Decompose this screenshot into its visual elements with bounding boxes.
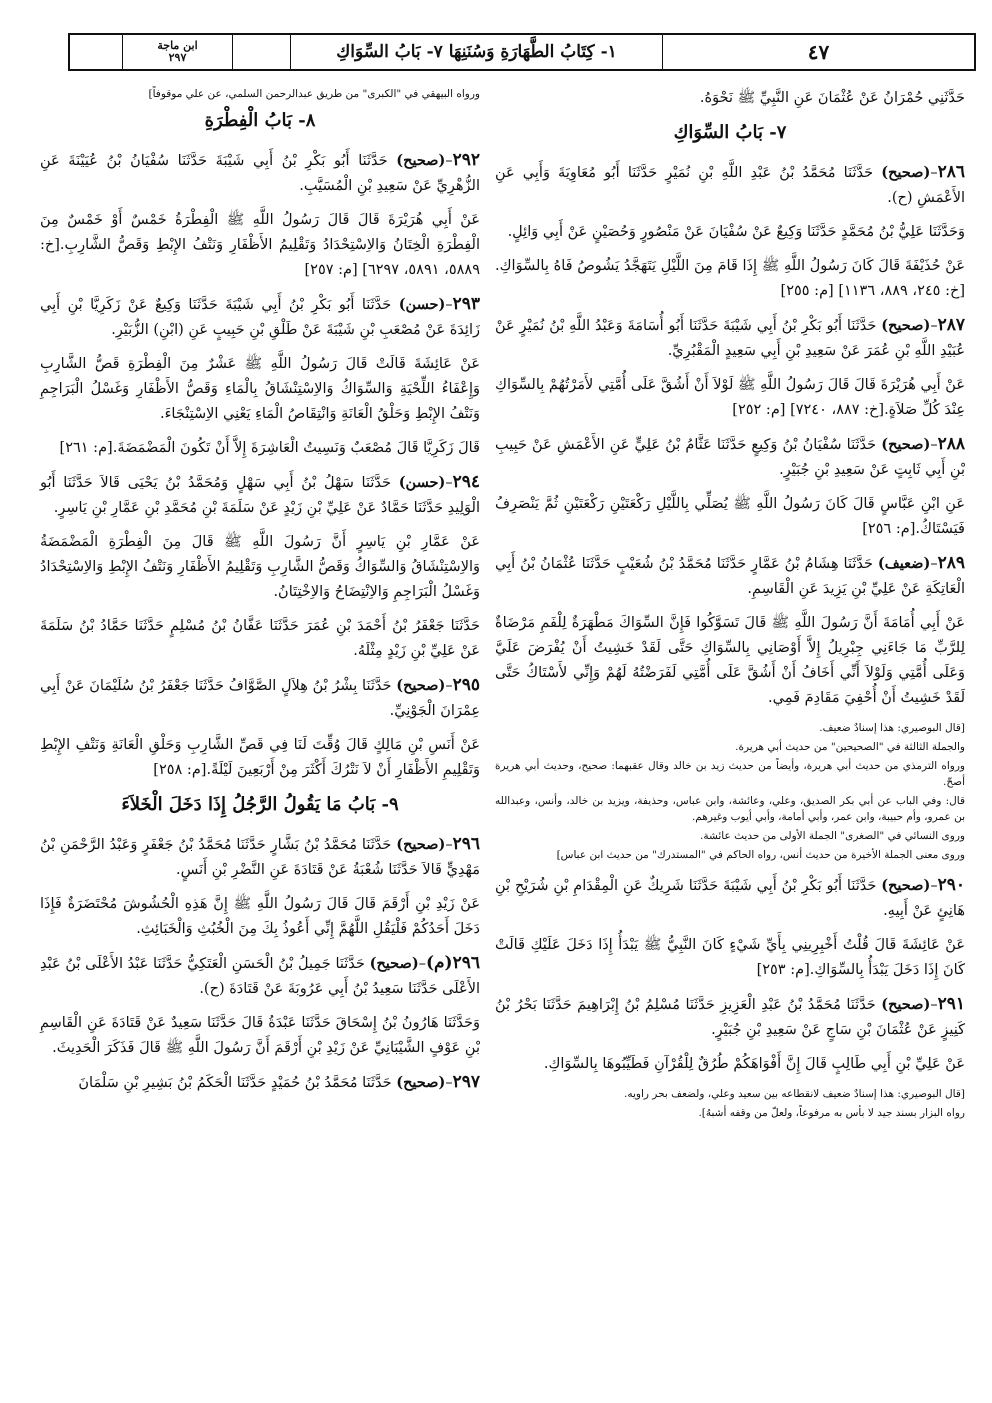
page-header — [68, 33, 976, 71]
hadith-number: ٢٩٤ — [452, 472, 481, 492]
hadith-number: ٢٩٦(م) — [425, 953, 480, 973]
hadith-291: ٢٩١–(صحيح) حَدَّثَنَا مُحَمَّدُ بْنُ عَبْدِ الْعَزِيزِ حَدَّثَنَا مُسْلِمُ بْنُ إِبْرَاهِيمَ حَدَّثَنَا بَحْرُ بْنُ كَنِيزٍ عَنْ عُثْمَانَ بْنِ سَاجٍ عَنْ سَعِيدِ بْنِ جُبَيْرٍ. — [495, 994, 965, 1038]
matn: عَنْ أَنَسِ بْنِ مَالِكٍ قَالَ وُقِّتَ لَنَا فِي قَصِّ الشَّارِبِ وَحَلْقِ الْعَانَةِ وَنَتْفِ الإِبْطِ وَتَقْلِيمِ الأَظْفَارِ أَنْ لاَ نَتْرُكَ أَكْثَرَ مِنْ أَرْبَعِينَ لَيْلَةً.[م: ٢٥٨] — [40, 737, 480, 778]
matn: عَنْ أَبِي هُرَيْرَةَ قَالَ قَالَ رَسُولُ اللَّهِ ﷺ الْفِطْرَةُ خَمْسٌ أَوْ خَمْسٌ مِنَ الْفِطْرَةِ الْخِتَانُ وَالاِسْتِحْدَادُ وَتَقْلِيمُ الأَظْفَارِ وَنَتْفُ الإِبْطِ وَقَصُّ الشَّارِبِ.[خ: ٥٨٨٩، ٥٨٩١، ٦٢٩٧] [م: ٢٥٧] — [40, 212, 480, 278]
hadith-296: ٢٩٦–(صحيح) حَدَّثَنَا مُحَمَّدُ بْنُ بَشَّارٍ حَدَّثَنَا مُحَمَّدُ بْنُ جَعْفَرٍ وَعَبْدُ الرَّحْمَنِ بْنُ مَهْدِيٍّ قَالاَ حَدَّثَنَا شُعْبَةُ عَنْ قَتَادَةَ عَنِ النَّضْرِ بْنِ أَنَسٍ. — [40, 834, 480, 878]
matn: عَنْ عَائِشَةَ قَالَ قُلْتُ أَخْبِرِينِي بِأَيِّ شَيْءٍ كَانَ النَّبِيُّ ﷺ يَبْدَأُ إِذَا دَخَلَ عَلَيْكِ قَالَتْ كَانَ إِذَا دَخَلَ يَبْدَأُ بِالسِّوَاكِ.[م: ٢٥٣] — [495, 937, 965, 978]
footnote: ورواه الترمذي من حديث أبي هريرة، وأيضاً من حديث زيد بن خالد وقال عقبهما: صحيح، وحديث أبي هريرة أصحّ. — [495, 760, 965, 788]
source-name: ابن ماجة — [157, 39, 198, 52]
header-empty-cell — [70, 35, 122, 69]
grade: (صحيح) — [396, 1074, 446, 1091]
hadith-289: ٢٨٩–(ضعيف) حَدَّثَنَا هِشَامُ بْنُ عَمَّارٍ حَدَّثَنَا مُحَمَّدُ بْنُ شُعَيْبٍ حَدَّثَنَا عُثْمَانُ بْنُ أَبِي الْعَاتِكَةِ عَنْ عَلِيِّ بْنِ يَزِيدَ عَنِ الْقَاسِمِ. — [495, 553, 965, 597]
matn: عَنِ ابْنِ عَبَّاسٍ قَالَ كَانَ رَسُولُ اللَّهِ ﷺ يُصَلِّي بِاللَّيْلِ رَكْعَتَيْنِ رَكْعَتَيْنِ ثُمَّ يَنْصَرِفُ فَيَسْتَاكُ.[م: ٢٥٦] — [495, 496, 965, 537]
grade: (ضعيف) — [877, 555, 931, 572]
isnad: حَدَّثَنَا مُحَمَّدُ بْنُ حُمَيْدٍ حَدَّثَنَا الْحَكَمُ بْنُ بَشِيرِ بْنِ سَلْمَانَ — [78, 1075, 392, 1091]
source-number: ٢٩٧ — [168, 51, 187, 64]
grade: (صحيح) — [881, 877, 931, 894]
isnad-2: وَحَدَّثَنَا عَلِيُّ بْنُ مُحَمَّدٍ حَدَّثَنَا وَكِيعٌ عَنْ سُفْيَانَ عَنْ مَنْصُورٍ وَحُصَيْنٍ عَنْ أَبِي وَائِلٍ. — [507, 224, 965, 240]
isnad-2: وَحَدَّثَنَا هَارُونُ بْنُ إِسْحَاقَ حَدَّثَنَا عَبْدَةُ قَالَ حَدَّثَنَا سَعِيدٌ عَنْ قَتَادَةَ عَنِ الْقَاسِمِ بْنِ عَوْفٍ الشَّيْبَانِيِّ عَنْ زَيْدِ بْنِ أَرْقَمَ أَنَّ رَسُولَ اللَّهِ ﷺ قَالَ فَذَكَرَ الْحَدِيثَ. — [40, 1015, 480, 1056]
footnote: [قال البوصيري: هذا إسنادٌ ضعيف. — [819, 722, 965, 734]
isnad: حَدَّثَنَا مُحَمَّدُ بْنُ عَبْدِ اللَّهِ بْنِ نُمَيْرٍ حَدَّثَنَا أَبُو مُعَاوِيَةَ وَأَبِي عَنِ الأَعْمَشِ (ح). — [495, 165, 965, 206]
grade: (صحيح) — [369, 955, 419, 972]
hadith-number: ٢٩٦ — [452, 834, 480, 854]
hadith-number: ٢٨٦ — [937, 162, 965, 182]
matn: عَنْ عَلِيِّ بْنِ أَبِي طَالِبٍ قَالَ إِنَّ أَفْوَاهَكُمْ طُرُقٌ لِلْقُرْآنِ فَطَيِّبُوهَا بِالسِّوَاكِ. — [543, 1056, 965, 1072]
hadith-293: ٢٩٣–(حسن) حَدَّثَنَا أَبُو بَكْرِ بْنُ أَبِي شَيْبَةَ حَدَّثَنَا وَكِيعٌ عَنْ زَكَرِيَّا بْنِ أَبِي زَائِدَةَ عَنْ مُصْعَبِ بْنِ شَيْبَةَ عَنْ طَلْقِ بْنِ حَبِيبٍ عَنِ (ابْنِ) الزُّبَيْرِ. — [40, 294, 481, 338]
grade: (صحيح) — [881, 436, 931, 453]
footnote: وروى النسائي في "الصغرى" الجملة الأولى من حديث عائشة. — [700, 830, 965, 842]
intro-line: حَدَّثَنِي حُمْرَانُ عَنْ عُثْمَانَ عَنِ النَّبِيِّ ﷺ نَحْوَهُ. — [699, 90, 965, 106]
isnad: حَدَّثَنَا أَبُو بَكْرِ بْنُ أَبِي شَيْبَةَ حَدَّثَنَا أَبُو أُسَامَةَ وَعَبْدُ اللَّهِ بْنُ نُمَيْرٍ عَنْ عُبَيْدِ اللَّهِ بْنِ عُمَرَ عَنْ سَعِيدِ بْنِ أَبِي سَعِيدٍ الْمَقْبُرِيِّ. — [495, 318, 965, 359]
hadith-287: ٢٨٧–(صحيح) حَدَّثَنَا أَبُو بَكْرِ بْنُ أَبِي شَيْبَةَ حَدَّثَنَا أَبُو أُسَامَةَ وَعَبْدُ اللَّهِ بْنُ نُمَيْرٍ عَنْ عُبَيْدِ اللَّهِ بْنِ عُمَرَ عَنْ سَعِيدِ بْنِ أَبِي سَعِيدٍ الْمَقْبُرِيِّ. — [495, 315, 965, 359]
hadith-295: ٢٩٥–(صحيح) حَدَّثَنَا بِشْرُ بْنُ هِلاَلٍ الصَّوَّافُ حَدَّثَنَا جَعْفَرُ بْنُ سُلَيْمَانَ عَنْ أَبِي عِمْرَانَ الْجَوْنِيِّ. — [40, 675, 480, 719]
hadith-294: ٢٩٤–(حسن) حَدَّثَنَا سَهْلُ بْنُ أَبِي سَهْلٍ وَمُحَمَّدُ بْنُ يَحْيَى قَالاَ حَدَّثَنَا أَبُو الْوَلِيدِ حَدَّثَنَا حَمَّادٌ عَنْ عَلِيِّ بْنِ زَيْدٍ عَنْ سَلَمَةَ بْنِ مُحَمَّدِ بْنِ عَمَّارِ بْنِ يَاسِرٍ. — [40, 472, 481, 516]
grade: (حسن) — [398, 296, 446, 313]
isnad: حَدَّثَنَا سَهْلُ بْنُ أَبِي سَهْلٍ وَمُحَمَّدُ بْنُ يَحْيَى قَالاَ حَدَّثَنَا أَبُو الْوَلِيدِ حَدَّثَنَا حَمَّادٌ عَنْ عَلِيِّ بْنِ زَيْدٍ عَنْ سَلَمَةَ بْنِ مُحَمَّدِ بْنِ عَمَّارِ بْنِ يَاسِرٍ. — [40, 475, 480, 516]
grade: (حسن) — [398, 474, 446, 491]
hadith-296m: ٢٩٦(م)–(صحيح) حَدَّثَنَا جَمِيلُ بْنُ الْحَسَنِ الْعَتَكِيُّ حَدَّثَنَا عَبْدُ الأَعْلَى بْنُ عَبْدِ الأَعْلَى حَدَّثَنَا سَعِيدُ بْنُ أَبِي عَرُوبَةَ عَنْ قَتَادَةَ (ح). — [40, 953, 480, 997]
chapter-title: ١- كِتَابُ الطَّهَارَةِ وَسُنَنِهَا ٧- بَابُ السِّوَاكِ — [290, 35, 662, 69]
footnote: قال: وفي الباب عن أبي بكر الصديق، وعلي، وعائشة، وابن عباس، وحذيفة، ويزيد بن خالد، وأنس، وعبدالله بن عمرو، وأم حبيبة، وابن عمر، وأبي أمامة، وأبي أيوب وغيرهم. — [495, 795, 965, 823]
grade: (صحيح) — [396, 677, 446, 694]
bab-7-title: ٧- بَابُ السِّوَاكِ — [673, 122, 787, 143]
page-number: ٤٧ — [662, 35, 974, 69]
isnad: حَدَّثَنَا أَبُو بَكْرِ بْنُ أَبِي شَيْبَةَ حَدَّثَنَا سُفْيَانُ بْنُ عُيَيْنَةَ عَنِ الزُّهْرِيِّ عَنْ سَعِيدِ بْنِ الْمُسَيَّبِ. — [40, 153, 480, 194]
header-source-cell — [122, 35, 232, 69]
hadith-290: ٢٩٠–(صحيح) حَدَّثَنَا أَبُو بَكْرِ بْنُ أَبِي شَيْبَةَ حَدَّثَنَا شَرِيكٌ عَنِ الْمِقْدَامِ بْنِ شُرَيْحِ بْنِ هَانِئٍ عَنْ أَبِيهِ. — [495, 875, 965, 919]
hadith-288: ٢٨٨–(صحيح) حَدَّثَنَا سُفْيَانُ بْنُ وَكِيعٍ حَدَّثَنَا عَثَّامُ بْنُ عَلِيٍّ عَنِ الأَعْمَشِ عَنْ حَبِيبِ بْنِ أَبِي ثَابِتٍ عَنْ سَعِيدِ بْنِ جُبَيْرٍ. — [495, 434, 965, 478]
isnad: حَدَّثَنَا سُفْيَانُ بْنُ وَكِيعٍ حَدَّثَنَا عَثَّامُ بْنُ عَلِيٍّ عَنِ الأَعْمَشِ عَنْ حَبِيبِ بْنِ أَبِي ثَابِتٍ عَنْ سَعِيدِ بْنِ جُبَيْرٍ. — [495, 437, 965, 478]
matn: عَنْ عَائِشَةَ قَالَتْ قَالَ رَسُولُ اللَّهِ ﷺ عَشْرٌ مِنَ الْفِطْرَةِ قَصُّ الشَّارِبِ وَإِعْفَاءُ اللِّحْيَةِ وَالسِّوَاكُ وَالاِسْتِنْشَاقُ بِالْمَاءِ وَقَصُّ الأَظْفَارِ وَغَسْلُ الْبَرَاجِمِ وَنَتْفُ الإِبْطِ وَحَلْقُ الْعَانَةِ وَانْتِقَاصُ الْمَاءِ يَعْنِي الاِسْتِنْجَاءَ. — [40, 356, 480, 422]
matn: عَنْ زَيْدِ بْنِ أَرْقَمَ قَالَ قَالَ رَسُولُ اللَّهِ ﷺ إِنَّ هَذِهِ الْحُشُوشَ مُحْتَضَرَةٌ فَإِذَا دَخَلَ أَحَدُكُمْ فَلْيَقُلِ اللَّهُمَّ إِنِّي أَعُوذُ بِكَ مِنَ الْخُبُثِ وَالْخَبَائِثِ. — [40, 896, 480, 937]
matn: عَنْ أَبِي هُرَيْرَةَ قَالَ قَالَ رَسُولُ اللَّهِ ﷺ لَوْلاَ أَنْ أَشُقَّ عَلَى أُمَّتِي لأَمَرْتُهُمْ بِالسِّوَاكِ عِنْدَ كُلِّ صَلاَةٍ.[خ: ٨٨٧، ٧٢٤٠] [م: ٢٥٢] — [495, 377, 965, 418]
matn: عَنْ عَمَّارِ بْنِ يَاسِرٍ أَنَّ رَسُولَ اللَّهِ ﷺ قَالَ مِنَ الْفِطْرَةِ الْمَضْمَضَةُ وَالاِسْتِنْشَاقُ وَالسِّوَاكُ وَقَصُّ الشَّارِبِ وَتَقْلِيمُ الأَظْفَارِ وَنَتْفُ الإِبْطِ وَالاِسْتِحْدَادُ وَغَسْلُ الْبَرَاجِمِ وَالاِنْتِضَاحُ وَالاِخْتِتَانُ. — [40, 534, 480, 600]
hadith-number: ٢٨٨ — [937, 434, 965, 454]
grade: (صحيح) — [396, 836, 446, 853]
isnad-alt: حَدَّثَنَا جَعْفَرُ بْنُ أَحْمَدَ بْنِ عُمَرَ حَدَّثَنَا عَفَّانُ بْنُ مُسْلِمٍ حَدَّثَنَا حَمَّادُ بْنُ سَلَمَةَ عَنْ عَلِيِّ بْنِ زَيْدٍ مِثْلَهُ. — [40, 618, 480, 659]
isnad: حَدَّثَنَا أَبُو بَكْرِ بْنُ أَبِي شَيْبَةَ حَدَّثَنَا وَكِيعٌ عَنْ زَكَرِيَّا بْنِ أَبِي زَائِدَةَ عَنْ مُصْعَبِ بْنِ شَيْبَةَ عَنْ طَلْقِ بْنِ حَبِيبٍ عَنِ (ابْنِ) الزُّبَيْرِ. — [40, 297, 480, 338]
matn: عَنْ حُذَيْفَةَ قَالَ كَانَ رَسُولُ اللَّهِ ﷺ إِذَا قَامَ مِنَ اللَّيْلِ يَتَهَجَّدُ يَشُوصُ فَاهُ بِالسِّوَاكِ.[خ: ٢٤٥، ٨٨٩، ١١٣٦] [م: ٢٥٥] — [495, 258, 965, 299]
hadith-number: ٢٩٧ — [452, 1072, 480, 1092]
bab-9-title: ٩- بَابُ مَا يَقُولُ الرَّجُلُ إِذَا دَخَلَ الْخَلاَءَ — [121, 794, 399, 815]
footnote: [قال البوصيري: هذا إسنادٌ ضعيف لانقطاعه بين سعيد وعلي، ولضعف بحر راويه. — [623, 1088, 965, 1100]
footnote: والجملة الثالثة في "الصحيحين" من حديث أبي هريرة. — [735, 741, 965, 753]
hadith-number: ٢٩٣ — [452, 294, 481, 314]
isnad: حَدَّثَنَا جَمِيلُ بْنُ الْحَسَنِ الْعَتَكِيُّ حَدَّثَنَا عَبْدُ الأَعْلَى بْنُ عَبْدِ الأَعْلَى حَدَّثَنَا سَعِيدُ بْنُ أَبِي عَرُوبَةَ عَنْ قَتَادَةَ (ح). — [40, 956, 480, 997]
isnad: حَدَّثَنَا هِشَامُ بْنُ عَمَّارٍ حَدَّثَنَا مُحَمَّدُ بْنُ شُعَيْبٍ حَدَّثَنَا عُثْمَانُ بْنُ أَبِي الْعَاتِكَةِ عَنْ عَلِيِّ بْنِ يَزِيدَ عَنِ الْقَاسِمِ. — [495, 556, 965, 597]
isnad: حَدَّثَنَا مُحَمَّدُ بْنُ بَشَّارٍ حَدَّثَنَا مُحَمَّدُ بْنُ جَعْفَرٍ وَعَبْدُ الرَّحْمَنِ بْنُ مَهْدِيٍّ قَالاَ حَدَّثَنَا شُعْبَةُ عَنْ قَتَادَةَ عَنِ النَّضْرِ بْنِ أَنَسٍ. — [40, 837, 480, 878]
hadith-292: ٢٩٢–(صحيح) حَدَّثَنَا أَبُو بَكْرِ بْنُ أَبِي شَيْبَةَ حَدَّثَنَا سُفْيَانُ بْنُ عُيَيْنَةَ عَنِ الزُّهْرِيِّ عَنْ سَعِيدِ بْنِ الْمُسَيَّبِ. — [40, 150, 481, 194]
bab-8-title: ٨- بَابُ الْفِطْرَةِ — [204, 110, 316, 131]
footnote: رواه البزار بسند جيد لا بأس به مرفوعاً، ولعلّ من وقفه أشبهُ]. — [698, 1107, 965, 1119]
footnote: وروى معنى الجملة الأخيرة من حديث أنس، رواه الحاكم في "المستدرك" من حديث ابن عباس] — [556, 849, 965, 861]
hadith-number: ٢٩٥ — [452, 675, 480, 695]
right-column — [495, 86, 965, 1124]
grade: (صحيح) — [881, 996, 931, 1013]
grade: (صحيح) — [881, 164, 931, 181]
matn: عَنْ أَبِي أُمَامَةَ أَنَّ رَسُولَ اللَّهِ ﷺ قَالَ تَسَوَّكُوا فَإِنَّ السِّوَاكَ مَطْهَرَةٌ لِلْفَمِ مَرْضَاةٌ لِلرَّبِّ مَا جَاءَنِي جِبْرِيلُ إِلاَّ أَوْصَانِي بِالسِّوَاكِ حَتَّى لَقَدْ خَشِيتُ أَنْ يُفْرَضَ عَلَيَّ وَعَلَى أُمَّتِي وَلَوْلاَ أَنِّي أَخَافُ أَنْ أَشُقَّ عَلَى أُمَّتِي لَفَرَضْتُهُ لَهُمْ وَإِنِّي لأَسْتَاكُ حَتَّى لَقَدْ خَشِيتُ أَنْ أُحْفِيَ مَقَادِمَ فَمِي. — [495, 615, 965, 706]
grade: (صحيح) — [396, 152, 446, 169]
grade: (صحيح) — [881, 317, 931, 334]
hadith-297: ٢٩٧–(صحيح) حَدَّثَنَا مُحَمَّدُ بْنُ حُمَيْدٍ حَدَّثَنَا الْحَكَمُ بْنُ بَشِيرِ بْنِ سَلْمَانَ — [78, 1072, 480, 1092]
hadith-number: ٢٨٧ — [937, 315, 965, 335]
hadith-286: ٢٨٦–(صحيح) حَدَّثَنَا مُحَمَّدُ بْنُ عَبْدِ اللَّهِ بْنِ نُمَيْرٍ حَدَّثَنَا أَبُو مُعَاوِيَةَ وَأَبِي عَنِ الأَعْمَشِ (ح). — [495, 162, 965, 206]
hadith-number: ٢٩١ — [937, 994, 965, 1014]
hadith-number: ٢٩٠ — [937, 875, 965, 895]
isnad: حَدَّثَنَا مُحَمَّدُ بْنُ عَبْدِ الْعَزِيزِ حَدَّثَنَا مُسْلِمُ بْنُ إِبْرَاهِيمَ حَدَّثَنَا بَحْرُ بْنُ كَنِيزٍ عَنْ عُثْمَانَ بْنِ سَاجٍ عَنْ سَعِيدِ بْنِ جُبَيْرٍ. — [495, 997, 965, 1038]
top-note: ورواه البيهقي في "الكبرى" من طريق عبدالرحمن السلمي، عن علي موقوفاً] — [148, 88, 480, 100]
left-column — [40, 86, 480, 1105]
header-empty-cell-2 — [232, 35, 290, 69]
hadith-number: ٢٩٢ — [452, 150, 481, 170]
hadith-number: ٢٨٩ — [937, 553, 965, 573]
isnad: حَدَّثَنَا أَبُو بَكْرِ بْنُ أَبِي شَيْبَةَ حَدَّثَنَا شَرِيكٌ عَنِ الْمِقْدَامِ بْنِ شُرَيْحِ بْنِ هَانِئٍ عَنْ أَبِيهِ. — [495, 878, 965, 919]
narrator-note: قَالَ زَكَرِيَّا قَالَ مُصْعَبٌ وَنَسِيتُ الْعَاشِرَةَ إِلاَّ أَنْ تَكُونَ الْمَضْمَضَةَ.[م: ٢٦١] — [59, 440, 480, 456]
isnad: حَدَّثَنَا بِشْرُ بْنُ هِلاَلٍ الصَّوَّافُ حَدَّثَنَا جَعْفَرُ بْنُ سُلَيْمَانَ عَنْ أَبِي عِمْرَانَ الْجَوْنِيِّ. — [40, 678, 480, 719]
